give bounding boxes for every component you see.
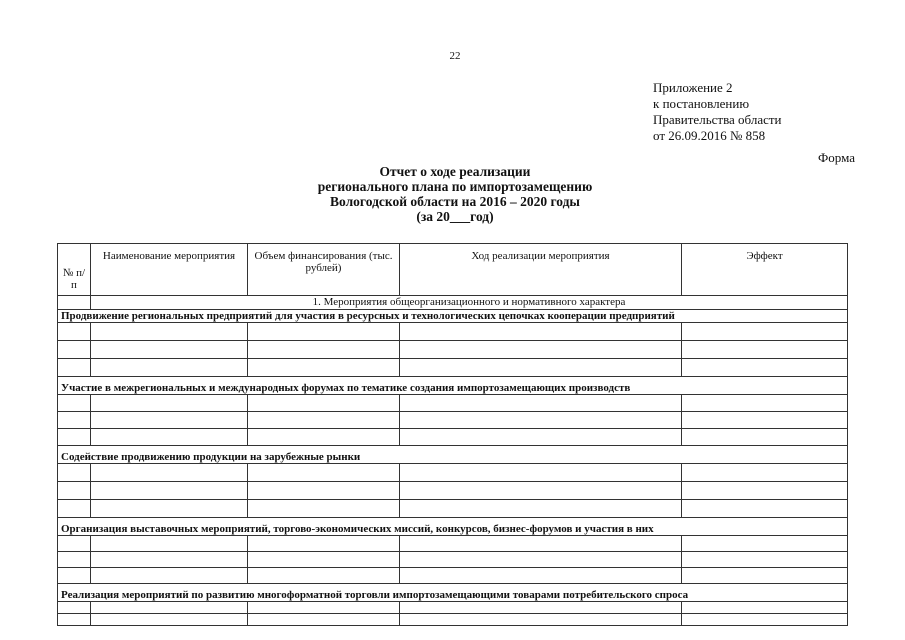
header-progress: Ход реализации мероприятия — [400, 244, 682, 296]
table-row — [58, 536, 848, 552]
subsection-row — [58, 446, 848, 464]
subsection-title: Реализация мероприятий по развитию многоформатной торговли импортозамещающими товарами потребительского спроса — [58, 584, 848, 602]
subsection-row — [58, 310, 848, 323]
page-number: 22 — [449, 50, 461, 62]
appendix-line: Правительства области — [653, 112, 782, 127]
subsection-title: Участие в межрегиональных и международных форумах по тематике создания импортозамещающих производств — [58, 377, 848, 395]
document-title — [255, 164, 655, 224]
report-table — [57, 243, 848, 626]
table-row — [58, 602, 848, 614]
table-row — [58, 614, 848, 626]
table-row — [58, 341, 848, 359]
table-row — [58, 412, 848, 429]
appendix-line: от 26.09.2016 № 858 — [653, 128, 766, 143]
table-header-row — [58, 244, 848, 296]
title-line: Отчет о ходе реализации — [379, 164, 531, 179]
form-label: Форма — [818, 150, 855, 165]
table-row — [58, 552, 848, 568]
table-row — [58, 500, 848, 518]
subsection-title: Продвижение региональных предприятий для участия в ресурсных и технологических цепочках кооперации предприятий — [58, 310, 848, 323]
table-row — [58, 568, 848, 584]
table-row — [58, 464, 848, 482]
table-row — [58, 359, 848, 377]
header-funding: Объем финансирования (тыс. рублей) — [248, 244, 400, 296]
section-row — [58, 296, 848, 310]
subsection-title: Содействие продвижению продукции на зарубежные рынки — [58, 446, 848, 464]
table-row — [58, 395, 848, 412]
appendix-line: Приложение 2 — [653, 80, 733, 95]
subsection-row — [58, 518, 848, 536]
table-row — [58, 482, 848, 500]
table-row — [58, 429, 848, 446]
header-num: № п/п — [58, 244, 91, 296]
subsection-row — [58, 377, 848, 395]
header-name: Наименование мероприятия — [91, 244, 248, 296]
title-line: (за 20___год) — [416, 209, 494, 224]
section-title: 1. Мероприятия общеорганизационного и нормативного характера — [91, 296, 848, 310]
title-line: регионального плана по импортозамещению — [317, 179, 593, 194]
title-line: Вологодской области на 2016 – 2020 годы — [330, 194, 580, 209]
table-row — [58, 323, 848, 341]
subsection-title: Организация выставочных мероприятий, торгово-экономических миссий, конкурсов, бизнес-форумов и участия в них — [58, 518, 848, 536]
subsection-row — [58, 584, 848, 602]
appendix-line: к постановлению — [653, 96, 750, 111]
header-effect: Эффект — [682, 244, 848, 296]
appendix-block — [653, 80, 782, 144]
